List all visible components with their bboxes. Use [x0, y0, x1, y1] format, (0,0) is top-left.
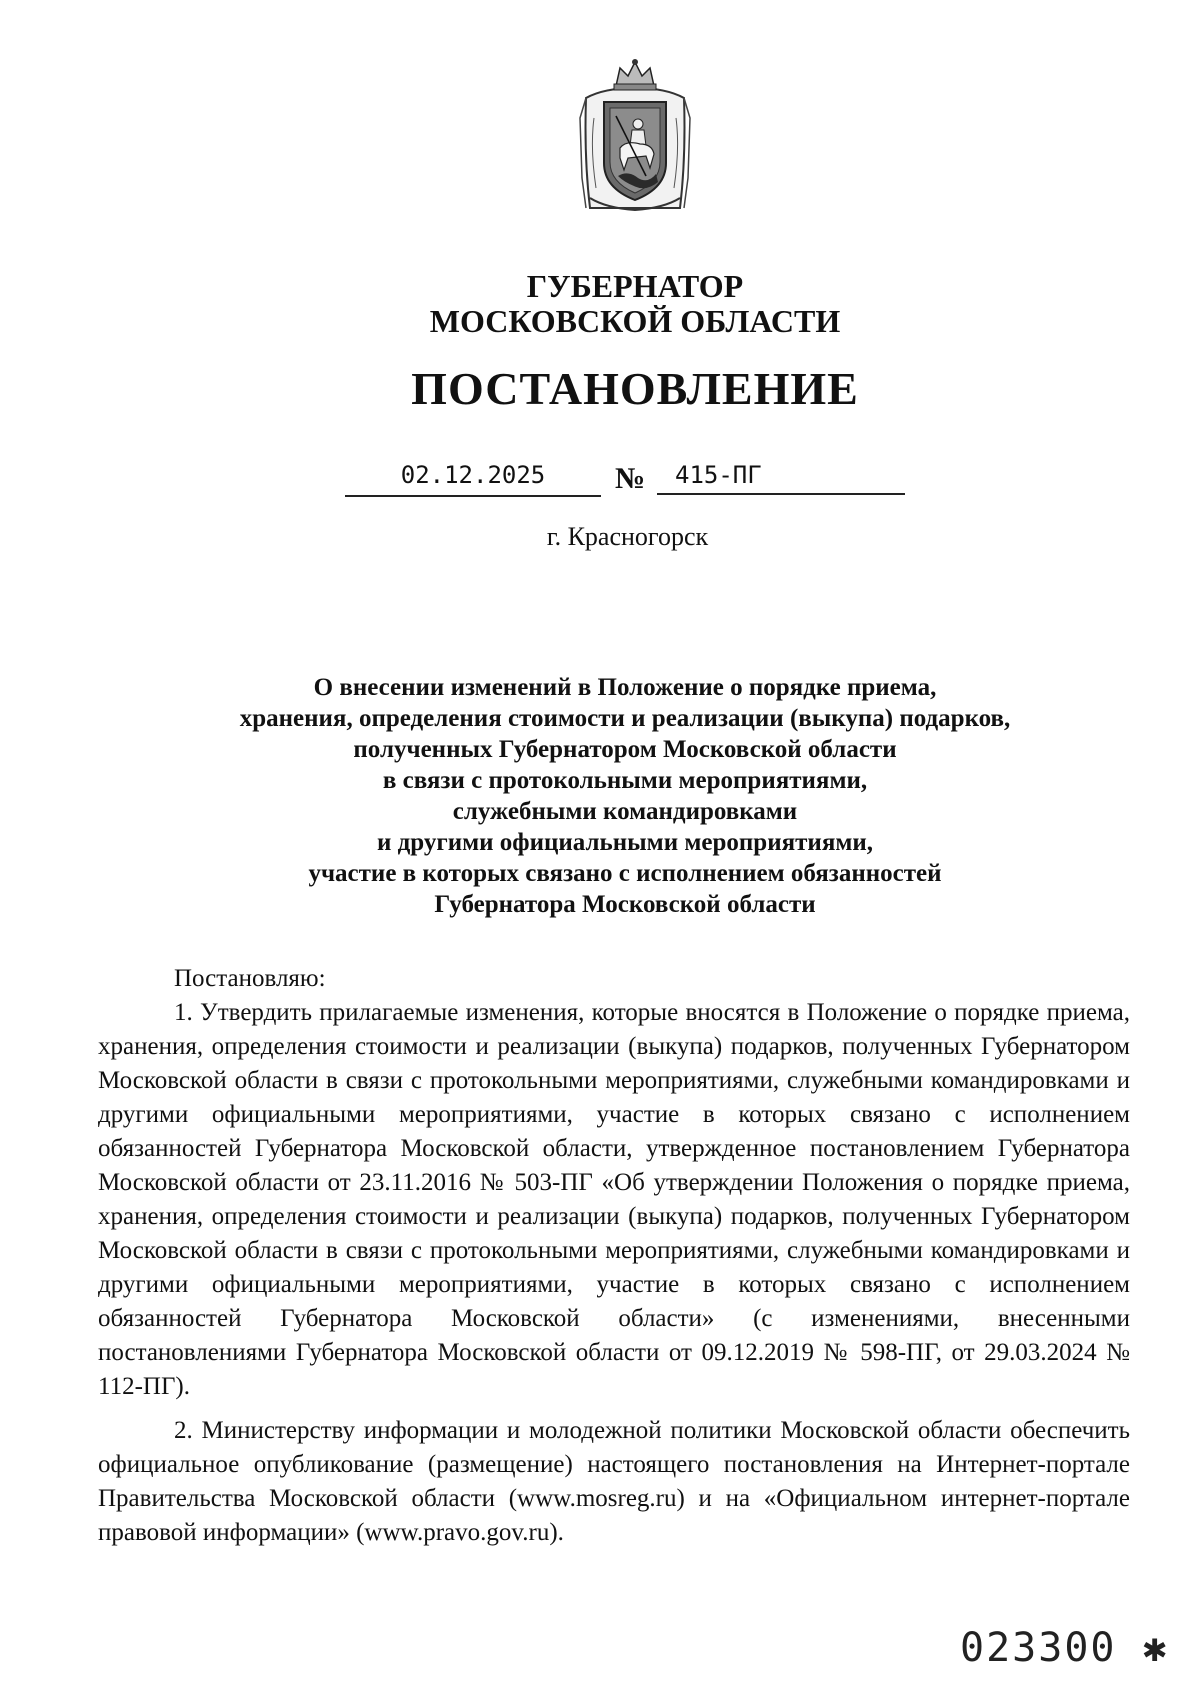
- subject-line: О внесении изменений в Положение о порядке приема,: [313, 674, 937, 701]
- subject-line: участие в которых связано с исполнением обязанностей: [308, 860, 942, 887]
- moscow-oblast-coat-of-arms-icon: [576, 58, 694, 218]
- document-body: [98, 962, 1130, 1550]
- subject-line: и другими официальными мероприятиями,: [376, 829, 874, 856]
- requisites-row: [345, 455, 905, 505]
- document-number: 415-ПГ: [657, 455, 905, 495]
- subject-line: в связи с протокольными мероприятиями,: [382, 767, 868, 794]
- body-item-2: 2. Министерству информации и молодежной политики Московской области обеспечить официальное опубликование (размещение) настоящего постановления на Интернет-портале Правительства Московской области (www.mosreg.ru) и на «Официальном интернет-портале правовой информации» (www.pravo.gov.ru).: [98, 1417, 1130, 1546]
- serial-number: 023300 ✱: [960, 1625, 1169, 1671]
- subject-line: Губернатора Московской области: [434, 891, 816, 918]
- city-name: г. Красногорск: [546, 522, 709, 551]
- subject-line: полученных Губернатором Московской области: [353, 736, 897, 763]
- decree-phrase: Постановляю:: [174, 965, 326, 992]
- document-subject: [160, 672, 1090, 920]
- document-type-title: ПОСТАНОВЛЕНИЕ: [411, 363, 859, 414]
- document-date: 02.12.2025: [345, 455, 601, 497]
- subject-line: служебными командировками: [452, 798, 798, 825]
- org-name-line2: МОСКОВСКОЙ ОБЛАСТИ: [429, 303, 841, 339]
- number-sign: №: [615, 462, 646, 495]
- subject-line: хранения, определения стоимости и реализации (выкупа) подарков,: [239, 705, 1011, 732]
- org-name-line1: ГУБЕРНАТОР: [526, 268, 744, 304]
- body-item-1: 1. Утвердить прилагаемые изменения, которые вносятся в Положение о порядке приема, хранения, определения стоимости и реализации (выкупа) подарков, полученных Губернатором Московской области в связи с протокольными мероприятиями, служебными командировками и другими официальными мероприятиями, участие в которых связано с исполнением обязанностей Губернатора Московской области, утвержденное постановлением Губернатора Московской области от 23.11.2016 № 503-ПГ «Об утверждении Положения о порядке приема, хранения, определения стоимости и реализации (выкупа) подарков, полученных Губернатором Московской области в связи с протокольными мероприятиями, служебными командировками и другими официальными мероприятиями, участие в которых связано с исполнением обязанностей Губернатора Московской области» (с изменениями, внесенными постановлениями Губернатора Московской области от 09.12.2019 № 598-ПГ, от 29.03.2024 № 112-ПГ).: [98, 999, 1130, 1400]
